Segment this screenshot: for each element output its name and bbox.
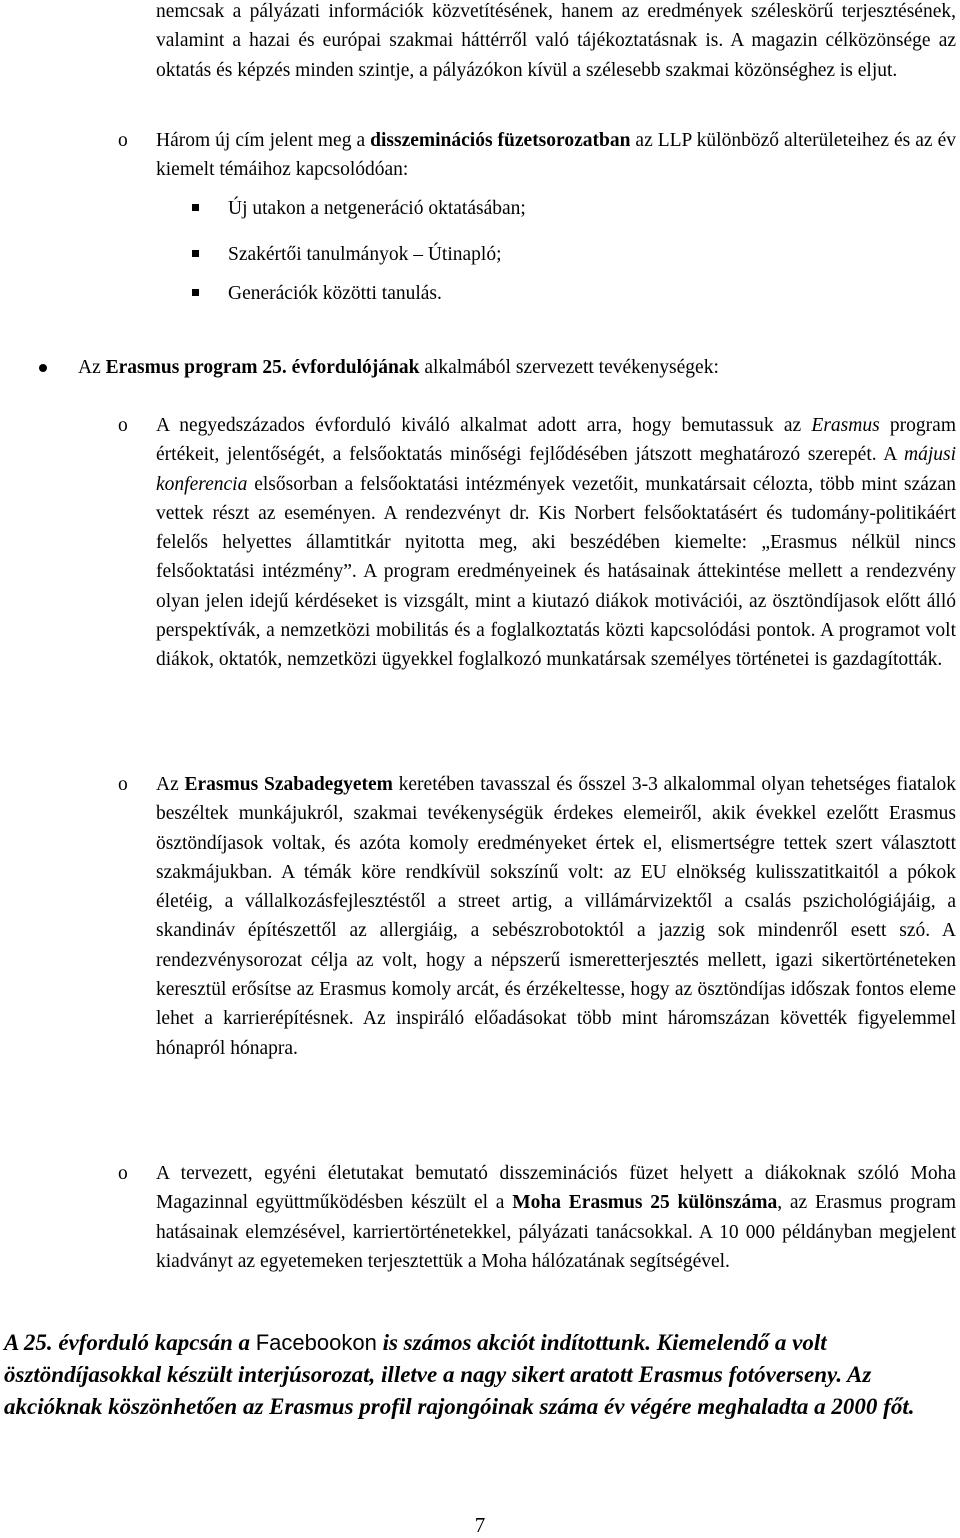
- activity-bold: Erasmus Szabadegyetem: [184, 774, 393, 795]
- closing-paragraph: [4, 1327, 956, 1423]
- anniversary-suffix: alkalmából szervezett tevékenységek:: [419, 357, 719, 378]
- square-bullet-icon: [192, 250, 199, 257]
- activity-text: A tervezett, egyéni életutakat bemutató disszeminációs füzet helyett a diákoknak szóló Moha Magazinnal együttműködésben készült el a: [156, 1163, 956, 1214]
- dissemination-text-after: az LLP különböző alterületeihez és az év kiemelt témáihoz kapcsolódóan:: [156, 130, 956, 181]
- activity-conference-paragraph: [156, 411, 956, 675]
- activity-bullet: o: [118, 415, 128, 436]
- activity-moha-paragraph: [156, 1159, 956, 1276]
- square-bullet-icon: [192, 204, 199, 211]
- activity-text: program értékeit, jelentőségét, a felsőoktatás minőségi fejlődésében játszott meghatározó szerepét. A: [156, 415, 956, 466]
- anniversary-prefix: Az: [78, 357, 106, 378]
- facebook-mention: Facebookon: [255, 1330, 377, 1355]
- publication-item: Új utakon a netgeneráció oktatásában;: [228, 198, 526, 219]
- page-number: 7: [474, 1513, 486, 1537]
- activity-text: A negyedszázados évforduló kiváló alkalmat adott arra, hogy bemutassuk az: [156, 415, 812, 436]
- round-bullet-icon: [39, 364, 47, 372]
- dissemination-bullet: o: [118, 130, 128, 151]
- activity-bullet: o: [118, 1163, 128, 1184]
- activity-text: Az: [156, 774, 185, 795]
- activity-bullet: o: [118, 774, 128, 795]
- dissemination-text-before: Három új cím jelent meg a: [156, 130, 371, 151]
- anniversary-bold: Erasmus program 25. évfordulójának: [105, 357, 420, 378]
- intro-paragraph: [156, 0, 956, 85]
- dissemination-paragraph: [156, 126, 956, 185]
- activity-free-university-paragraph: [156, 770, 956, 1063]
- activity-italic: Erasmus: [811, 415, 880, 436]
- activity-italic: májusi konferencia: [156, 444, 956, 495]
- closing-text: A 25. évforduló kapcsán a: [4, 1330, 256, 1355]
- publication-item: Szakértői tanulmányok – Útinapló;: [228, 244, 502, 265]
- square-bullet-icon: [192, 289, 199, 296]
- dissemination-title: disszeminációs füzetsorozatban: [370, 130, 631, 151]
- activity-text: elsősorban a felsőoktatási intézmények vezetőit, munkatársait célozta, több mint százan vettek részt az eseményen. A rendezvényt dr. Kis Norbert felsőoktatásért és tudomány-politikáért felelős helyettes államtitkár nyitotta meg, aki beszédében kiemelte: „Erasmus nélkül nincs felsőoktatási intézmény”. A program eredményeinek és hatásainak áttekintése mellett a rendezvény olyan jelen idejű kérdéseket is vizsgált, mint a kiutazó diákok motivációi, az ösztöndíjasok előtt álló perspektívák, a nemzetközi mobilitás és a foglalkoztatás közti kapcsolódási pontok. A programot volt diákok, oktatók, nemzetközi ügyekkel foglalkozó munkatársak személyes történetei is gazdagították.: [156, 473, 956, 671]
- activity-text: , az Erasmus program hatásainak elemzésével, karriertörténetekkel, pályázati tanácsokkal. A 10 000 példányban megjelent kiadványt az egyetemeken terjesztettük a Moha hálózatának segítségével.: [156, 1192, 956, 1272]
- publication-item: Generációk közötti tanulás.: [228, 283, 442, 304]
- activity-text: keretében tavasszal és ősszel 3-3 alkalommal olyan tehetséges fiatalok beszéltek munkájukról, szakmai tevékenységük érdekes elemeiről, akik évekkel ezelőtt Erasmus ösztöndíjasok voltak, és azóta komoly eredményeket értek el, elismertségre tettek szert választott szakmájukban. A témák köre rendkívül sokszínű volt: az EU elnökség kulisszatitkaitól a pókok életéig, a vállalkozásfejlesztéstől a street artig, a villámárvizektől a csalás pszichológiájáig, a skandináv építészettől az allergiáig, a sebészrobotoktól a jazzig sok mindenről esett szó. A rendezvénysorozat célja az volt, hogy a népszerű ismeretterjesztés mellett, igazi sikertörténeteken keresztül erősítse az Erasmus komoly arcát, és érzékeltesse, hogy az ösztöndíjas időszak fontos eleme lehet a karrierépítésnek. Az inspiráló előadásokat több mint háromszázan követték figyelemmel hónapról hónapra.: [156, 774, 956, 1059]
- activity-bold: Moha Erasmus 25 különszáma: [512, 1192, 778, 1214]
- anniversary-heading: [78, 353, 719, 382]
- closing-text: is számos akciót indítottunk. Kiemelendő a volt ösztöndíjasokkal készült interjúsorozat, illetve a nagy sikert aratott Erasmus fotóverseny. Az akcióknak köszönhetően az Erasmus profil rajongóinak száma év végére meghaladta a 2000 főt.: [4, 1330, 915, 1419]
- intro-text: nemcsak a pályázati információk közvetítésének, hanem az eredmények széleskörű terjesztésének, valamint a hazai és európai szakmai háttérről való tájékoztatásnak is. A magazin célközönsége az oktatás és képzés minden szintje, a pályázókon kívül a szélesebb szakmai közönséghez is eljut.: [156, 1, 956, 81]
